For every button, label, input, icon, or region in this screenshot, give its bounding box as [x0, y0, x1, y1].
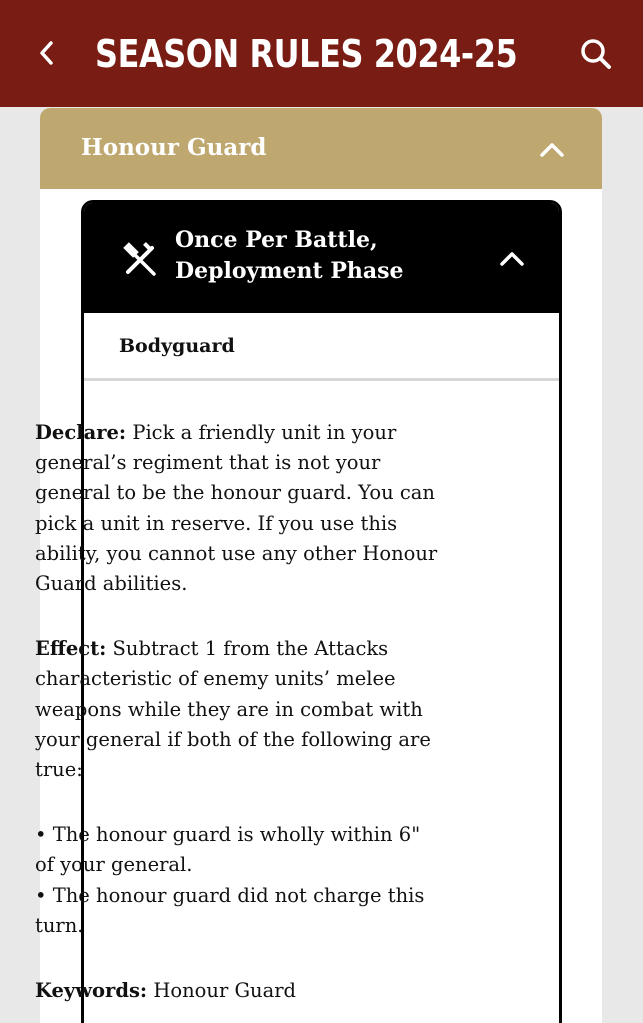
search-button[interactable] [576, 34, 616, 74]
search-icon [579, 37, 613, 71]
back-button[interactable] [30, 36, 64, 70]
section-title: Honour Guard [81, 134, 267, 161]
section-header[interactable] [40, 108, 602, 189]
declare-text: Pick a friendly unit in your general’s regiment that is not your general to be the honour guard. You can pick a unit in reserve. If you use this ability, you cannot use any other Honour Guard abilities. [35, 421, 438, 596]
condition-bullet-2: • The honour guard did not charge this turn. [35, 883, 425, 937]
page-title: SEASON RULES 2024-25 [95, 32, 518, 76]
effect-text: Subtract 1 from the Attacks characteristic of enemy units’ melee weapons while they are in combat with your general if both of the following are true: [35, 637, 431, 782]
condition-bullet-1: • The honour guard is wholly within 6" of your general. [35, 823, 421, 877]
ability-body [35, 418, 445, 1006]
crossed-hammer-sword-icon [121, 241, 159, 279]
keywords-label: Keywords: [35, 979, 148, 1003]
ability-name: Bodyguard [119, 335, 235, 357]
section-collapse-button[interactable] [534, 132, 570, 168]
declare-paragraph [35, 418, 445, 599]
keywords-text: Honour Guard [147, 979, 297, 1003]
timing-line-2: Deployment Phase [175, 258, 404, 284]
ability-name-row [84, 313, 559, 381]
keywords-paragraph [35, 976, 445, 1006]
effect-paragraph [35, 634, 445, 785]
chevron-up-icon [498, 249, 526, 269]
chevron-left-icon [36, 39, 58, 67]
chevron-up-icon [538, 140, 566, 160]
ability-timing [175, 225, 495, 287]
declare-label: Declare: [35, 421, 127, 444]
timing-line-1: Once Per Battle, [175, 227, 378, 253]
effect-label: Effect: [35, 637, 107, 661]
ability-card-header[interactable] [84, 203, 559, 313]
card-collapse-button[interactable] [494, 241, 530, 277]
app-header [0, 0, 643, 107]
